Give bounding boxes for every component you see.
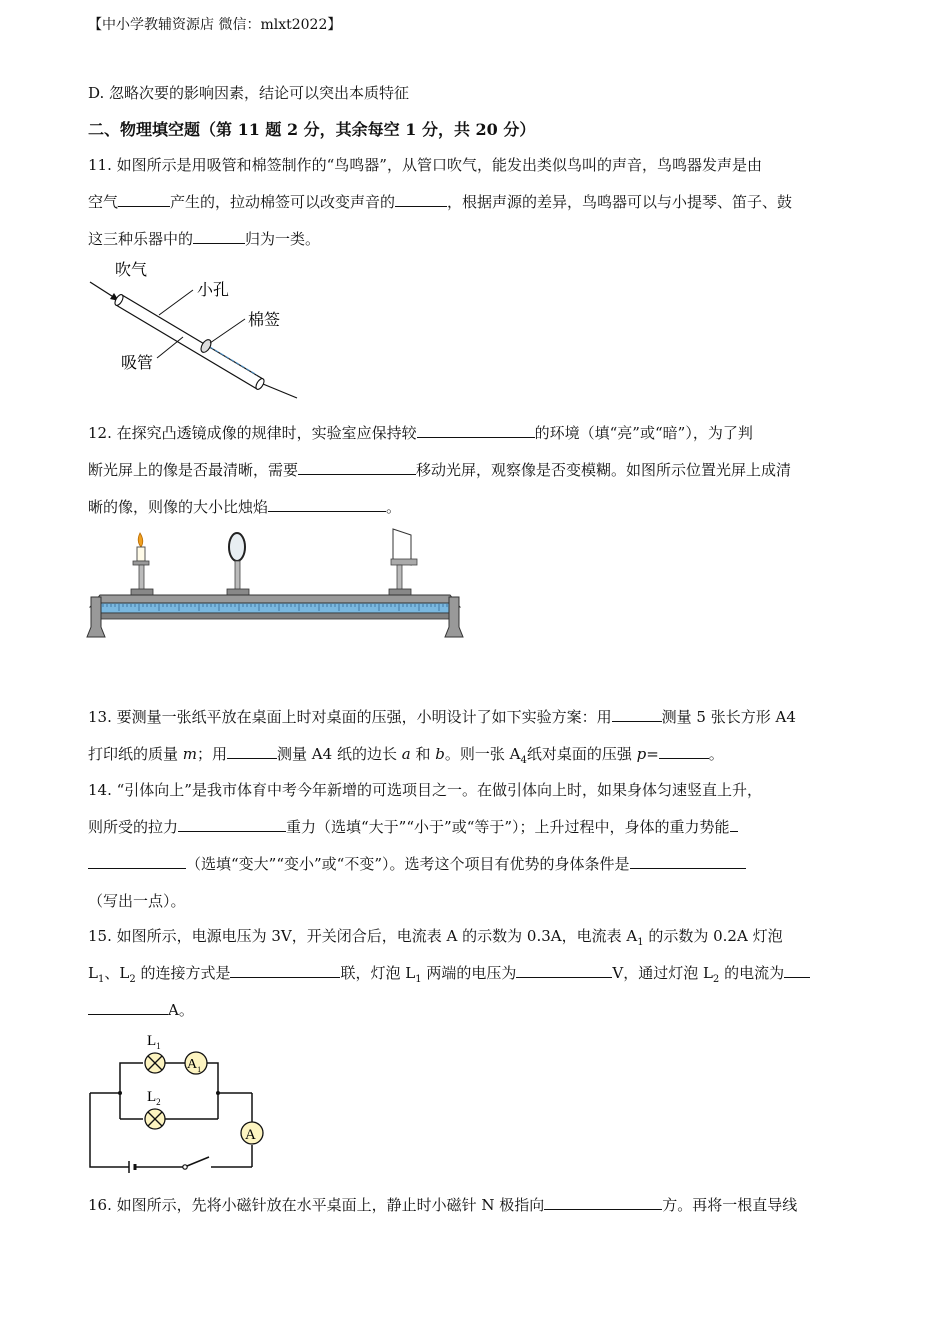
q15-line1: [88, 925, 783, 948]
swab-stick: [263, 384, 297, 398]
q13-text: 测量 5 张长方形 A4: [661, 708, 796, 726]
q15-text: V，通过灯泡 L: [612, 964, 713, 982]
q11-text: 空气: [88, 193, 119, 211]
q12-text: 断光屏上的像是否最清晰，需要: [88, 461, 299, 479]
q14-blank-1[interactable]: [178, 817, 286, 832]
section-title: 二、物理填空题（第 11 题 2 分，其余每空 1 分，共 20 分）: [88, 120, 536, 139]
q12-blank-2[interactable]: [298, 460, 416, 475]
q12-line3: [88, 496, 401, 517]
subscript: 2: [129, 974, 136, 985]
q16-blank-1[interactable]: [544, 1195, 662, 1210]
leader-swab: [210, 319, 245, 343]
q11-blank-3[interactable]: [193, 229, 245, 244]
leader-straw: [157, 337, 183, 358]
cotton-swab-head: [199, 338, 213, 354]
q12-text: 移动光屏，观察像是否变模糊。如图所示位置光屏上成清: [416, 461, 792, 479]
subscript: 1: [197, 1065, 202, 1074]
subscript: 1: [97, 974, 105, 985]
q13-text: 打印纸的质量: [88, 745, 183, 763]
subscript: 1: [637, 937, 644, 948]
wire-left-bottom: [90, 1093, 129, 1167]
bird-whistle-figure: [85, 255, 315, 405]
label-blow: 吹气: [115, 260, 148, 279]
q11-blank-1[interactable]: [118, 192, 170, 207]
q16-text: 16. 如图所示，先将小磁针放在水平桌面上，静止时小磁针 N 极指向: [88, 1196, 545, 1214]
q14-text: （选填“变大”“变小”或“不变”）。选考这个项目有优势的身体条件是: [186, 855, 630, 873]
q13-text: 13. 要测量一张纸平放在桌面上时对桌面的压强，小明设计了如下实验方案：用: [88, 708, 612, 726]
q16-text: 方。再将一根直导线: [662, 1196, 798, 1214]
q13-line1: [88, 706, 796, 727]
q15-text: A。: [168, 1001, 194, 1019]
leader-hole: [159, 290, 193, 315]
q14-line2: [88, 816, 738, 837]
q13-blank-1[interactable]: [612, 707, 662, 722]
q15-text: 的示数为 0.2A 灯泡: [643, 927, 783, 945]
q11-text: 这三种乐器中的: [88, 230, 194, 248]
subscript: 1: [156, 1041, 161, 1051]
label-l: L: [147, 1033, 157, 1049]
subscript: 2: [156, 1097, 161, 1107]
branch-right: [207, 1063, 218, 1119]
label-straw: 吸管: [121, 353, 154, 372]
q14-text: 重力（选填“大于”“小于”或“等于”）；上升过程中，身体的重力势能: [286, 818, 730, 836]
q14-line4: （写出一点）。: [88, 892, 186, 910]
switch-lever: [187, 1157, 209, 1166]
q14-blank-3[interactable]: [630, 854, 746, 869]
q14-text: 则所受的拉力: [88, 818, 179, 836]
convex-lens: [229, 533, 245, 591]
subscript: 4: [520, 755, 527, 766]
q15-text: 的连接方式是: [135, 964, 231, 982]
q14-blank-2[interactable]: [88, 854, 186, 869]
q15-text: 、L: [104, 964, 130, 982]
var-a: a: [401, 745, 411, 763]
q12-text: 的环境（填“亮”或“暗”），为了判: [534, 424, 753, 442]
q15-line2: [88, 962, 810, 985]
label-hole: 小孔: [197, 280, 230, 299]
q12-text: 晰的像，则像的大小比烛焰: [88, 498, 269, 516]
q12-line1: [88, 422, 753, 443]
q13-text: =: [646, 745, 659, 763]
q16-line1: [88, 1194, 797, 1215]
q15-text: 两端的电压为: [421, 964, 517, 982]
junction-right: [216, 1091, 220, 1095]
lamp-l2-label: [147, 1089, 161, 1107]
q13-text: 和: [410, 745, 436, 763]
q11-line2: [88, 191, 792, 212]
q15-blank-2[interactable]: [516, 963, 612, 978]
q13-text: 。: [708, 745, 724, 763]
var-p: p: [636, 745, 647, 763]
var-b: b: [435, 745, 445, 763]
candle: [133, 533, 149, 591]
q11-line3: [88, 228, 320, 249]
option-d: D. 忽略次要的影响因素，结论可以突出本质特征: [88, 84, 410, 102]
q12-text: 。: [386, 498, 402, 516]
q12-blank-3[interactable]: [268, 497, 386, 512]
q11-text: 归为一类。: [245, 230, 321, 248]
q15-text: 联，灯泡 L: [340, 964, 416, 982]
subscript: 2: [712, 974, 720, 985]
q15-text: 15. 如图所示，电源电压为 3V，开关闭合后，电流表 A 的示数为 0.3A，电流表 A: [88, 927, 638, 945]
var-m: m: [182, 745, 198, 763]
q15-text: L: [88, 964, 98, 982]
q15-blank-1[interactable]: [230, 963, 340, 978]
q15-line3: [88, 999, 194, 1020]
label-swab: 棉签: [248, 310, 281, 329]
q13-blank-3[interactable]: [659, 744, 709, 759]
q11-text: ，根据声源的差异，鸟鸣器可以与小提琴、笛子、鼓: [447, 193, 793, 211]
q11-blank-2[interactable]: [395, 192, 447, 207]
q15-blank-3[interactable]: [88, 1000, 168, 1015]
q13-text: ；用: [197, 745, 228, 763]
q14-line1: 14. “引体向上”是我市体育中考今年新增的可选项目之一。在做引体向上时，如果身体匀速竖直上升，: [88, 781, 762, 799]
q13-text: 测量 A4 纸的边长: [277, 745, 402, 763]
q11-line1: 11. 如图所示是用吸管和棉签制作的“鸟鸣器”，从管口吹气，能发出类似鸟叫的声音，鸟鸣器发声是由: [88, 156, 762, 174]
branch-left: [120, 1063, 143, 1119]
optical-bench-figure: [85, 527, 465, 647]
rail-base: [95, 613, 455, 619]
blow-arrow: [90, 282, 115, 298]
ammeter-a-label: A: [245, 1127, 256, 1143]
q12-blank-1[interactable]: [417, 423, 535, 438]
q14-blank-2-start[interactable]: [730, 817, 738, 832]
switch-contact: [183, 1165, 187, 1169]
q11-text: 产生的，拉动棉签可以改变声音的: [170, 193, 396, 211]
q13-blank-2[interactable]: [227, 744, 277, 759]
label-l: L: [147, 1089, 157, 1105]
light-screen: [391, 529, 417, 591]
q12-text: 12. 在探究凸透镜成像的规律时，实验室应保持较: [88, 424, 417, 442]
straw-tube: [113, 293, 265, 390]
junction-left: [118, 1091, 122, 1095]
subscript: 1: [415, 974, 422, 985]
q13-text: 纸对桌面的压强: [526, 745, 637, 763]
circuit-diagram-figure: [85, 1025, 275, 1175]
q13-text: 。则一张 A: [444, 745, 521, 763]
lamp-l1-label: [147, 1033, 161, 1051]
label-a: A: [187, 1057, 198, 1072]
q15-text: 的电流为: [719, 964, 785, 982]
page-header: 【中小学教辅资源店 微信：mlxt2022】: [88, 17, 342, 33]
q14-line3: [88, 853, 746, 874]
q13-line2: [88, 743, 724, 766]
q15-blank-3-start[interactable]: [784, 963, 810, 978]
q12-line2: [88, 459, 791, 480]
